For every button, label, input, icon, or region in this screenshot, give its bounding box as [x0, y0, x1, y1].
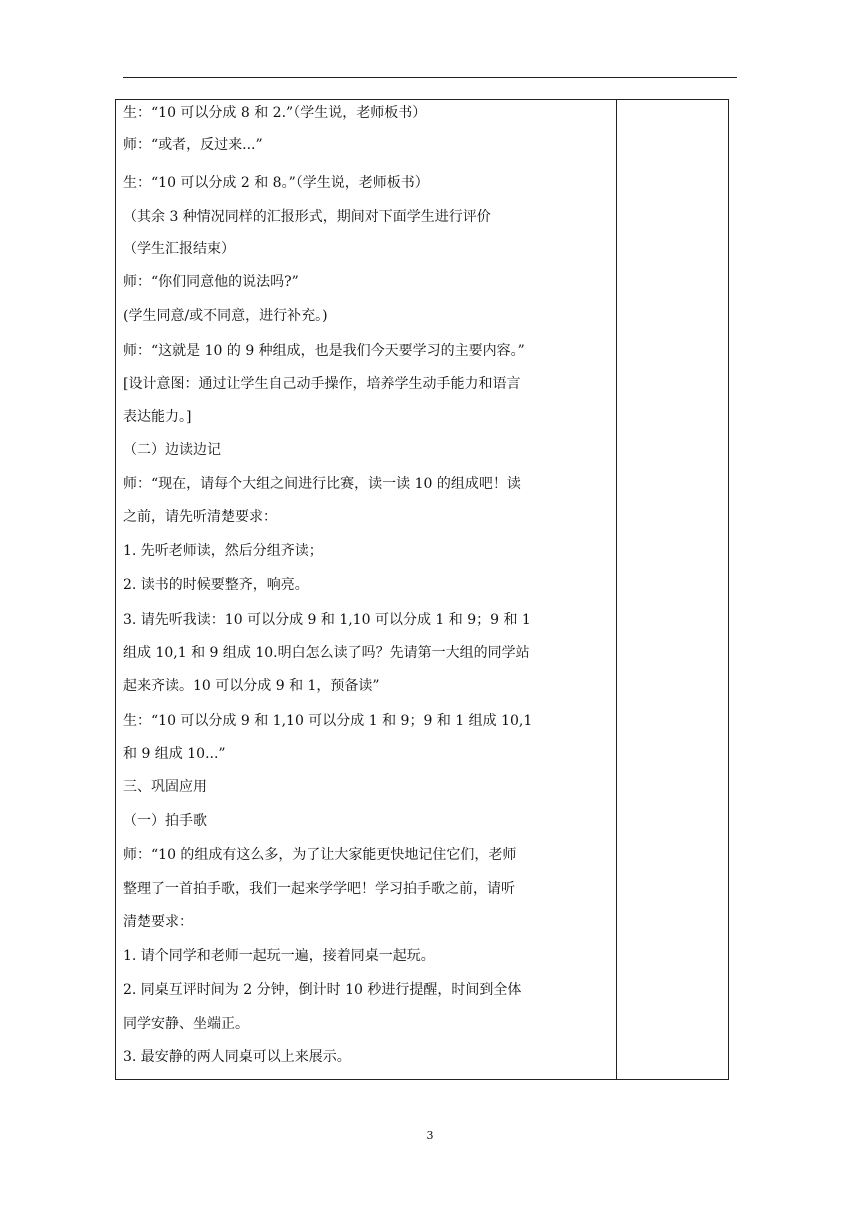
text-line: 3. 最安静的两人同桌可以上来展示。: [123, 1049, 351, 1065]
text-line: 师：“你们同意他的说法吗?”: [123, 274, 299, 290]
text-line: （一）拍手歌: [123, 813, 207, 829]
text-line: 起来齐读。10 可以分成 9 和 1，预备读”: [123, 678, 380, 694]
text-line: 2. 同桌互评时间为 2 分钟，倒计时 10 秒进行提醒，时间到全体: [123, 982, 522, 998]
text-line: 2. 读书的时候要整齐，响亮。: [123, 577, 309, 593]
text-line: 师：“现在，请每个大组之间进行比赛，读一读 10 的组成吧！读: [123, 476, 521, 492]
text-line: 整理了一首拍手歌，我们一起来学学吧！学习拍手歌之前，请听: [123, 881, 515, 897]
text-line: 生：“10 可以分成 9 和 1,10 可以分成 1 和 9；9 和 1 组成 10,1: [123, 713, 533, 729]
text-line: (学生同意/或不同意，进行补充。): [123, 308, 328, 324]
text-line: 之前，请先听清楚要求：: [123, 509, 277, 525]
text-line: [设计意图：通过让学生自己动手操作，培养学生动手能力和语言: [123, 376, 521, 392]
lesson-plan-table: [115, 99, 729, 1080]
text-line: 师：“10 的组成有这么多，为了让大家能更快地记住它们，老师: [123, 847, 517, 863]
text-line: 和 9 组成 10...”: [123, 746, 226, 762]
text-line: 三、巩固应用: [123, 779, 207, 795]
text-line: 师：“或者，反过来...”: [123, 137, 263, 153]
text-line: （其余 3 种情况同样的汇报形式，期间对下面学生进行评价: [123, 209, 491, 225]
text-line: 3. 请先听我读：10 可以分成 9 和 1,10 可以分成 1 和 9；9 和 1: [123, 612, 531, 628]
text-line: 生：“10 可以分成 2 和 8。”（学生说，老师板书）: [123, 175, 429, 191]
text-line: 同学安静、坐端正。: [123, 1016, 249, 1032]
text-line: 师：“这就是 10 的 9 种组成，也是我们今天要学习的主要内容。”: [123, 343, 525, 359]
text-line: （学生汇报结束）: [123, 241, 235, 257]
text-line: 生：“10 可以分成 8 和 2.”（学生说，老师板书）: [123, 105, 427, 121]
text-line: 清楚要求：: [123, 914, 193, 930]
page-number: 3: [426, 1129, 434, 1142]
text-line: 1. 请个同学和老师一起玩一遍，接着同桌一起玩。: [123, 948, 435, 964]
header-rule: [123, 77, 737, 78]
text-line: 组成 10,1 和 9 组成 10.明白怎么读了吗？先请第一大组的同学站: [123, 645, 530, 661]
text-line: （二）边读边记: [123, 442, 221, 458]
text-line: 1. 先听老师读，然后分组齐读；: [123, 543, 323, 559]
text-line: 表达能力。]: [123, 409, 192, 425]
column-divider: [616, 100, 617, 1079]
